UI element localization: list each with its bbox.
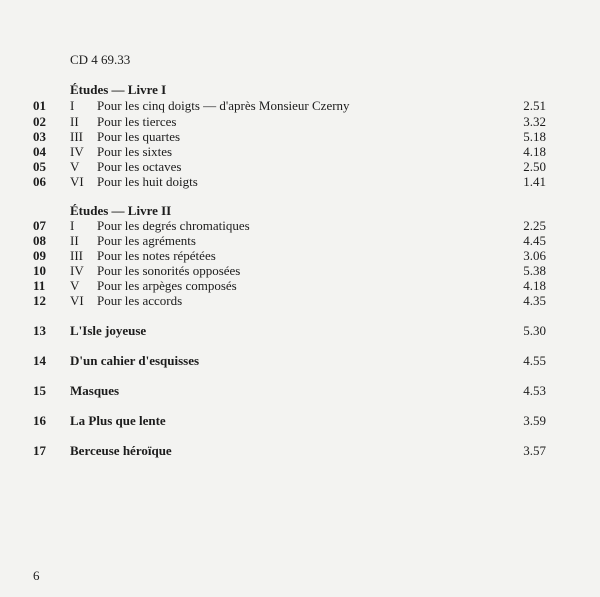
track-duration: 5.38 bbox=[523, 263, 546, 278]
track-number: 16 bbox=[33, 413, 46, 428]
track-number: 09 bbox=[33, 248, 46, 263]
track-title: Pour les arpèges composés bbox=[97, 278, 237, 293]
track-duration: 5.18 bbox=[523, 129, 546, 144]
track-title: Pour les accords bbox=[97, 293, 183, 308]
track-title: Berceuse héroïque bbox=[70, 443, 172, 458]
track-number: 04 bbox=[33, 144, 46, 159]
track-number: 03 bbox=[33, 129, 46, 144]
track-row bbox=[0, 248, 600, 264]
track-number: 17 bbox=[33, 443, 46, 458]
track-title: Pour les tierces bbox=[97, 114, 177, 129]
track-number: 11 bbox=[33, 278, 46, 293]
track-roman: VI bbox=[70, 174, 84, 189]
track-number: 05 bbox=[33, 159, 46, 174]
track-title: Pour les octaves bbox=[97, 159, 182, 174]
track-number: 07 bbox=[33, 218, 46, 233]
track-number: 10 bbox=[33, 263, 46, 278]
track-title: L'Isle joyeuse bbox=[70, 323, 147, 338]
section-title-livre-1: Études — Livre I bbox=[70, 82, 167, 97]
track-title: Pour les notes répétées bbox=[97, 248, 216, 263]
track-title: Pour les cinq doigts — d'après Monsieur Czerny bbox=[97, 98, 350, 113]
track-row bbox=[0, 278, 600, 294]
track-duration: 4.55 bbox=[523, 353, 546, 368]
track-row bbox=[0, 263, 600, 279]
track-roman: IV bbox=[70, 263, 84, 278]
track-duration: 4.45 bbox=[523, 233, 546, 248]
track-duration: 3.32 bbox=[523, 114, 546, 129]
track-roman: II bbox=[70, 233, 79, 248]
track-title: Masques bbox=[70, 383, 120, 398]
track-title: Pour les agréments bbox=[97, 233, 196, 248]
track-title: Pour les sonorités opposées bbox=[97, 263, 241, 278]
track-number: 12 bbox=[33, 293, 46, 308]
track-roman: III bbox=[70, 248, 83, 263]
track-duration: 4.53 bbox=[523, 383, 546, 398]
track-row bbox=[0, 413, 600, 429]
track-roman: I bbox=[70, 98, 75, 113]
track-duration: 2.25 bbox=[523, 218, 546, 233]
track-row bbox=[0, 174, 600, 190]
page-number: 6 bbox=[33, 568, 40, 583]
track-row bbox=[0, 353, 600, 369]
track-title: Pour les huit doigts bbox=[97, 174, 198, 189]
track-row bbox=[0, 98, 600, 114]
track-number: 14 bbox=[33, 353, 46, 368]
track-title: Pour les sixtes bbox=[97, 144, 173, 159]
track-number: 02 bbox=[33, 114, 46, 129]
track-roman: III bbox=[70, 129, 83, 144]
track-row bbox=[0, 383, 600, 399]
track-duration: 3.59 bbox=[523, 413, 546, 428]
track-row bbox=[0, 144, 600, 160]
section-title-livre-2: Études — Livre II bbox=[70, 203, 172, 218]
track-duration: 4.35 bbox=[523, 293, 546, 308]
track-number: 15 bbox=[33, 383, 46, 398]
track-number: 08 bbox=[33, 233, 46, 248]
track-roman: IV bbox=[70, 144, 84, 159]
track-row bbox=[0, 129, 600, 145]
track-row bbox=[0, 443, 600, 459]
track-duration: 5.30 bbox=[523, 323, 546, 338]
track-number: 01 bbox=[33, 98, 46, 113]
track-title: La Plus que lente bbox=[70, 413, 166, 428]
track-duration: 2.50 bbox=[523, 159, 546, 174]
track-duration: 3.06 bbox=[523, 248, 546, 263]
track-duration: 1.41 bbox=[523, 174, 546, 189]
track-title: D'un cahier d'esquisses bbox=[70, 353, 200, 368]
track-duration: 3.57 bbox=[523, 443, 546, 458]
track-title: Pour les quartes bbox=[97, 129, 181, 144]
track-title: Pour les degrés chromatiques bbox=[97, 218, 250, 233]
track-row bbox=[0, 323, 600, 339]
track-roman: VI bbox=[70, 293, 84, 308]
track-row bbox=[0, 159, 600, 175]
track-number: 06 bbox=[33, 174, 46, 189]
track-row bbox=[0, 293, 600, 309]
cd-catalog-header: CD 4 69.33 bbox=[70, 52, 131, 67]
track-roman: II bbox=[70, 114, 79, 129]
track-number: 13 bbox=[33, 323, 46, 338]
track-duration: 4.18 bbox=[523, 278, 546, 293]
track-duration: 4.18 bbox=[523, 144, 546, 159]
track-row bbox=[0, 114, 600, 130]
track-row bbox=[0, 218, 600, 234]
track-row bbox=[0, 233, 600, 249]
track-roman: I bbox=[70, 218, 75, 233]
track-roman: V bbox=[70, 159, 80, 174]
track-duration: 2.51 bbox=[523, 98, 546, 113]
track-roman: V bbox=[70, 278, 80, 293]
